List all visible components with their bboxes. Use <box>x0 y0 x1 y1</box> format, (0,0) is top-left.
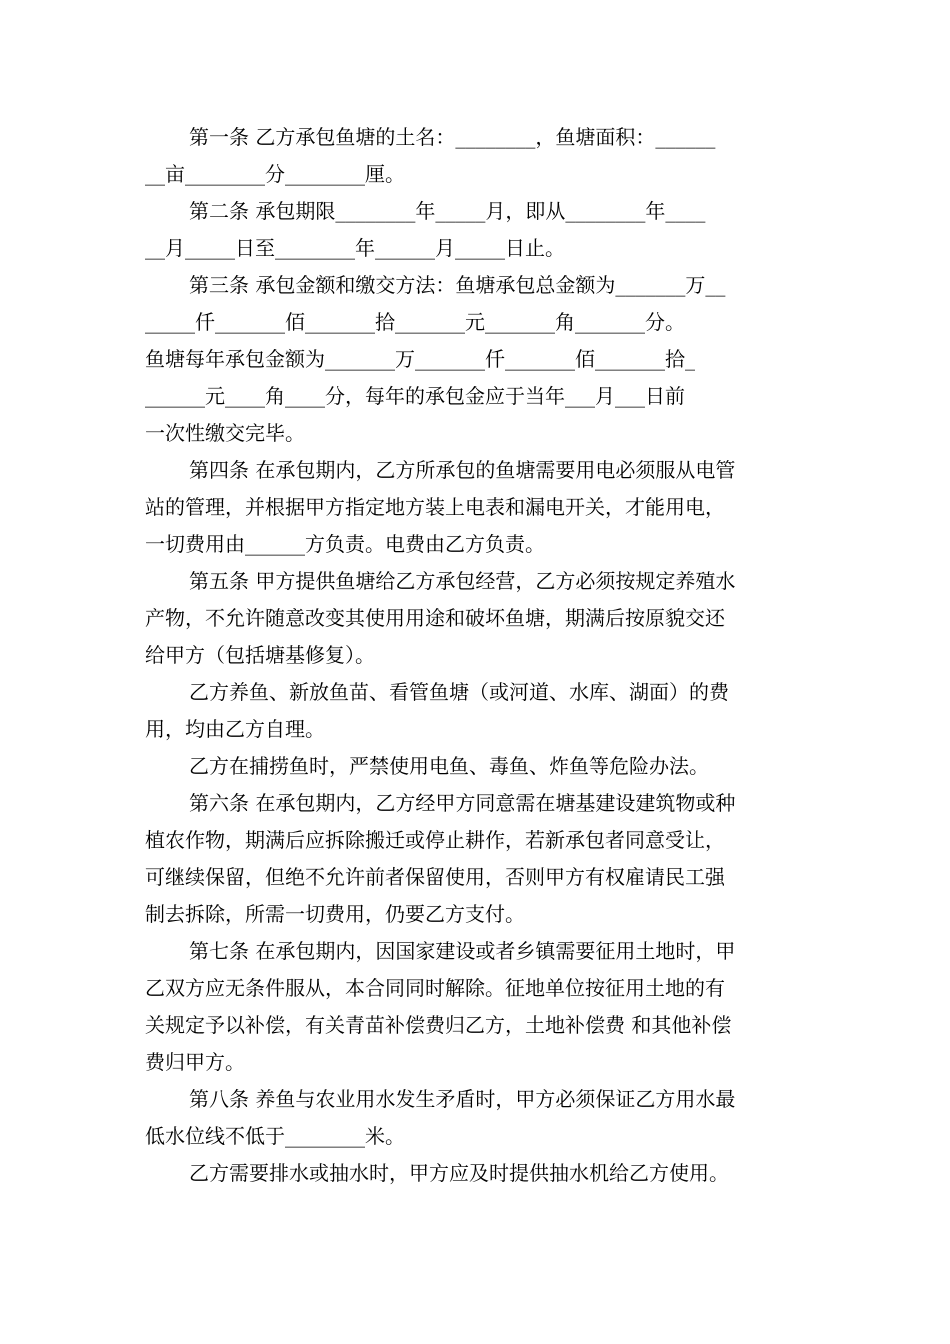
text-line: 第六条 在承包期内，乙方经甲方同意需在塘基建设建筑物或种 <box>189 791 736 815</box>
text-line: 产物，不允许随意改变其使用用途和破坏鱼塘，期满后按原貌交还 <box>145 606 725 630</box>
text-line: 植农作物，期满后应拆除搬迁或停止耕作，若新承包者同意受让， <box>145 828 725 852</box>
text-line: 费归甲方。 <box>145 1050 245 1074</box>
text-line: 乙方需要排水或抽水时，甲方应及时提供抽水机给乙方使用。 <box>189 1161 729 1185</box>
text-line: 低水位线不低于________米。 <box>145 1124 405 1148</box>
text-line: 鱼塘每年承包金额为_______万_______仟_______佰_______拾_ <box>145 347 695 371</box>
text-line: 一次性缴交完毕。 <box>145 421 305 445</box>
text-line: _____仟_______佰_______拾_______元_______角_______分。 <box>145 310 685 334</box>
text-line: 可继续保留，但绝不允许前者保留使用，否则甲方有权雇请民工强 <box>145 865 725 889</box>
text-line: 第一条 乙方承包鱼塘的土名：________，鱼塘面积：______ <box>189 125 716 149</box>
text-line: 第八条 养鱼与农业用水发生矛盾时，甲方必须保证乙方用水最 <box>189 1087 736 1111</box>
text-line: 关规定予以补偿，有关青苗补偿费归乙方，土地补偿费 和其他补偿 <box>145 1013 732 1037</box>
text-line: 第五条 甲方提供鱼塘给乙方承包经营，乙方必须按规定养殖水 <box>189 569 736 593</box>
text-line: 第二条 承包期限________年_____月，即从________年____ <box>189 199 706 223</box>
text-line: 一切费用由______方负责。电费由乙方负责。 <box>145 532 545 556</box>
text-line: __亩________分________厘。 <box>145 162 405 186</box>
text-line: 用，均由乙方自理。 <box>145 717 325 741</box>
text-line: 乙双方应无条件服从，本合同同时解除。征地单位按征用土地的有 <box>145 976 725 1000</box>
text-line: 第三条 承包金额和缴交方法：鱼塘承包总金额为_______万__ <box>189 273 726 297</box>
text-line: 站的管理，并根据甲方指定地方装上电表和漏电开关，才能用电， <box>145 495 725 519</box>
text-line: 第四条 在承包期内，乙方所承包的鱼塘需要用电必须服从电管 <box>189 458 736 482</box>
text-line: 第七条 在承包期内，因国家建设或者乡镇需要征用土地时，甲 <box>189 939 736 963</box>
text-line: 乙方养鱼、新放鱼苗、看管鱼塘（或河道、水库、湖面）的费 <box>189 680 729 704</box>
text-line: 制去拆除，所需一切费用，仍要乙方支付。 <box>145 902 525 926</box>
text-line: __月_____日至________年______月_____日止。 <box>145 236 565 260</box>
text-line: 乙方在捕捞鱼时，严禁使用电鱼、毒鱼、炸鱼等危险办法。 <box>189 754 709 778</box>
text-line: ______元____角____分，每年的承包金应于当年___月___日前 <box>145 384 685 408</box>
text-line: 给甲方（包括塘基修复）。 <box>145 643 375 667</box>
